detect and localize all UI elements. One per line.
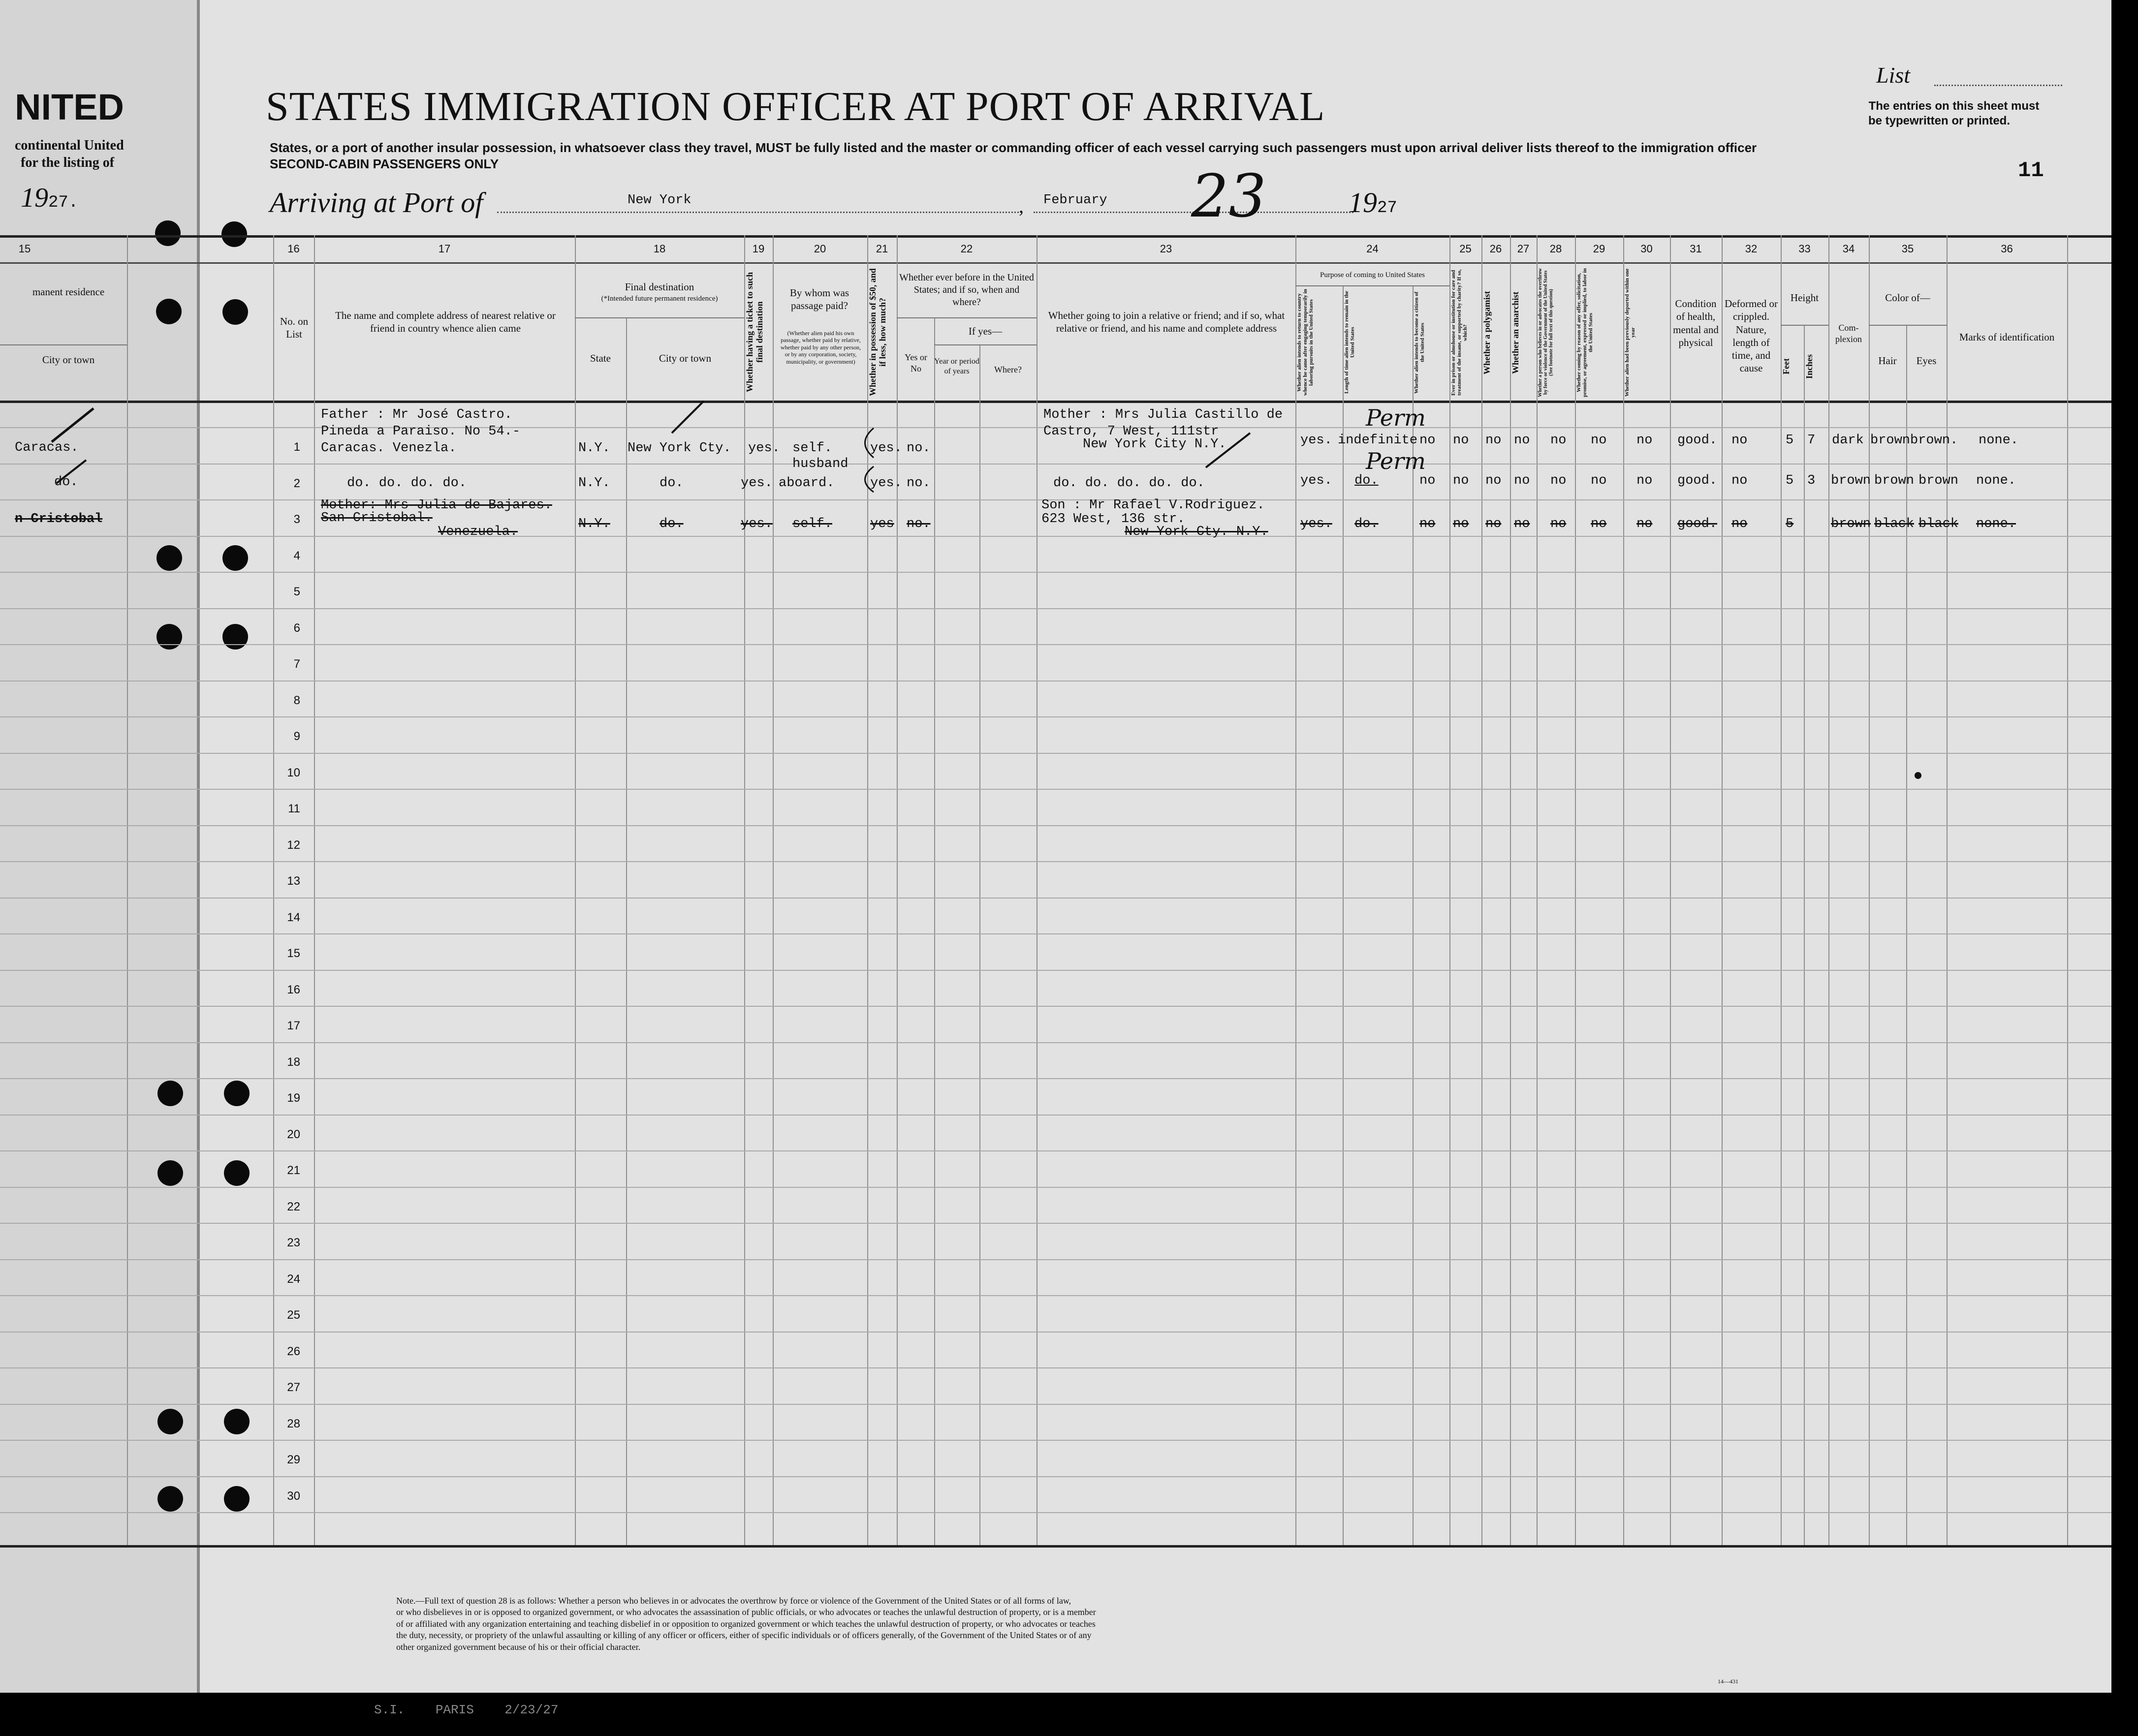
row-number: 25 xyxy=(287,1308,300,1322)
row1-paid-2: husband xyxy=(792,457,849,471)
row-number: 14 xyxy=(287,911,300,924)
column-number: 30 xyxy=(1640,243,1653,255)
row-number: 18 xyxy=(287,1055,300,1069)
ever-before-header: Whether ever before in the United States; and if so, when and where? xyxy=(899,272,1034,308)
row-number: 20 xyxy=(287,1128,300,1141)
column-number: 18 xyxy=(653,243,666,255)
row-number: 17 xyxy=(287,1019,300,1032)
state-header: State xyxy=(590,352,611,364)
col28-header: Whether a person who believes in or advocates the overthrow by force or violence of the Government of the United States (See footnote for full text of this question) xyxy=(1538,268,1554,397)
column-number: 22 xyxy=(960,243,973,255)
row3-paid: self. xyxy=(792,517,833,531)
row-number: 15 xyxy=(287,947,300,960)
dest-city-header: City or town xyxy=(659,352,712,364)
row2-feet: 5 xyxy=(1786,473,1794,488)
row-number: 9 xyxy=(293,730,300,743)
row3-health: good. xyxy=(1677,517,1718,531)
row1-complexion: dark xyxy=(1832,433,1864,448)
row-number: 1 xyxy=(293,440,300,454)
row-number: 12 xyxy=(287,838,300,852)
day-value: 23 xyxy=(1191,162,1266,231)
row2-paid: aboard. xyxy=(779,476,835,491)
permanent-residence-header: manent residence xyxy=(32,286,105,298)
inches-header: Inches xyxy=(1804,354,1814,379)
column-number: 15 xyxy=(18,243,31,255)
row1-c25: no xyxy=(1453,433,1469,448)
footnote-line: Note.—Full text of question 28 is as follows: Whether a person who believes in or advocates the overthrow by force or violence of the Government of the United States or of all forms of law, xyxy=(396,1596,1071,1606)
comma: , xyxy=(1019,195,1024,217)
column-number: 21 xyxy=(876,243,888,255)
footnote-line: other organized government because of his or their official character. xyxy=(396,1642,641,1652)
row3-join-line3: New York Cty. N.Y. xyxy=(1125,525,1268,539)
row3-feet: 5 xyxy=(1786,517,1794,531)
row2-purpose-b: do. xyxy=(1354,473,1379,488)
final-destination-header: Final destination xyxy=(625,281,694,293)
row3-relative-line1: Mother: Mrs Julia de Bajares. xyxy=(321,498,552,513)
column-number: 23 xyxy=(1160,243,1172,255)
col26-header: Whether a polygamist xyxy=(1482,291,1492,374)
nearest-relative-header: The name and complete address of nearest relative or friend in country whence alien came xyxy=(335,310,556,335)
marks-header: Marks of identification xyxy=(1959,331,2055,343)
row1-before: no. xyxy=(907,441,931,456)
passage-paid-note: (Whether alien paid his own passage, whether paid by relative, whether paid by any other person, or by any corporation, society, municipality, or government) xyxy=(780,330,861,365)
row2-c29: no xyxy=(1591,473,1607,488)
row2-health: good. xyxy=(1677,473,1718,488)
row-number: 23 xyxy=(287,1236,300,1249)
row1-dest: New York Cty. xyxy=(628,441,731,456)
row2-state: N.Y. xyxy=(578,476,610,491)
purpose-b-header: Length of time alien intends to remain in the United States xyxy=(1344,291,1356,394)
yes-or-no-header: Yes or No xyxy=(905,352,927,373)
arriving-label: Arriving at Port of xyxy=(270,186,483,218)
row2-ticket: yes. xyxy=(741,476,773,491)
footnote-line: the duty, necessity, or propriety of the unlawful assaulting or killing of any officer or officers, either of specific individuals or of officers generally, of the Government of the United States or of any xyxy=(396,1630,1092,1641)
row1-purpose-a: yes. xyxy=(1300,433,1332,448)
row-number: 4 xyxy=(293,549,300,562)
deformed-header: Deformed or crippled. Nature, length of time, and cause xyxy=(1725,298,1778,374)
row3-state: N.Y. xyxy=(578,517,610,531)
bracket-mark xyxy=(865,428,874,458)
list-label: List xyxy=(1876,62,1911,88)
row3-purpose-b: do. xyxy=(1354,517,1379,531)
month-value: February xyxy=(1043,193,1107,208)
final-destination-note: (*Intended future permanent residence) xyxy=(601,295,718,303)
row1-relative-line2: Pineda a Paraiso. No 54.- xyxy=(321,424,521,439)
row1-paid: self. xyxy=(792,441,833,456)
row-number: 21 xyxy=(287,1164,300,1177)
page-title: STATES IMMIGRATION OFFICER AT PORT OF ARRIVAL xyxy=(266,84,1325,129)
row-number: 22 xyxy=(287,1200,300,1213)
left-heading-fragment: NITED xyxy=(15,87,124,127)
column-number: 28 xyxy=(1549,243,1562,255)
row2-marks: none. xyxy=(1976,473,2016,488)
column-number: 16 xyxy=(287,243,300,255)
column-number: 29 xyxy=(1593,243,1605,255)
row1-c27: no xyxy=(1514,433,1530,448)
tick-mark xyxy=(672,401,704,433)
left-year: 1927. xyxy=(21,183,79,213)
row1-ticket: yes. xyxy=(748,441,780,456)
row-number: 6 xyxy=(293,621,300,635)
row3-c29: no xyxy=(1591,517,1607,531)
row3-deformed: no xyxy=(1731,517,1748,531)
row2-eyes: brown xyxy=(1918,473,1959,488)
row3-hair: black xyxy=(1874,517,1915,531)
row2-inches: 3 xyxy=(1807,473,1816,488)
row3-purpose-c: no xyxy=(1419,517,1436,531)
tick-mark xyxy=(57,460,86,483)
column-number: 26 xyxy=(1489,243,1502,255)
row2-complexion: brown xyxy=(1831,473,1871,488)
row3-c25: no xyxy=(1453,517,1469,531)
row1-purpose-c: no xyxy=(1419,433,1436,448)
purpose-header: Purpose of coming to United States xyxy=(1320,271,1425,279)
complexion-header: Com- plexion xyxy=(1835,323,1862,344)
column-number: 17 xyxy=(438,243,451,255)
passage-paid-header: By whom was passage paid? xyxy=(789,287,849,312)
list-number: 11 xyxy=(2018,158,2044,183)
row-number: 13 xyxy=(287,874,300,888)
row-number: 2 xyxy=(293,477,300,490)
row3-c27: no xyxy=(1514,517,1530,531)
bracket-mark xyxy=(865,466,874,492)
row1-hair-eyes: brownbrown. xyxy=(1870,433,1958,448)
row-number: 3 xyxy=(293,513,300,526)
row3-possession: yes xyxy=(870,517,894,531)
instruction-line: States, or a port of another insular possession, in whatsoever class they travel, MUST be fully listed and the master or commanding officer of each vessel carrying such passengers must upon arrival deliver lists thereof to the immigration officer xyxy=(270,140,1757,155)
row1-join-line1: Mother : Mrs Julia Castillo de xyxy=(1043,407,1283,422)
row-number: 19 xyxy=(287,1091,300,1105)
row1-join-line2: Castro, 7 West, 111str xyxy=(1043,424,1219,439)
col27-header: Whether an anarchist xyxy=(1510,291,1520,374)
row1-state: N.Y. xyxy=(578,441,610,456)
color-of-header: Color of— xyxy=(1885,292,1930,304)
if-yes-header: If yes— xyxy=(968,325,1003,337)
row1-c26: no xyxy=(1485,433,1502,448)
row1-relative-line1: Father : Mr José Castro. xyxy=(321,407,512,422)
row1-c29: no xyxy=(1591,433,1607,448)
tick-mark xyxy=(1206,433,1250,467)
row2-c26: no xyxy=(1485,473,1502,488)
row1-join-line3: New York City N.Y. xyxy=(1083,437,1226,452)
left-text-fragment-1: continental United xyxy=(15,138,124,153)
row3-dest: do. xyxy=(660,517,684,531)
form-number: 14—431 xyxy=(1718,1678,1738,1685)
row1-possession: yes. xyxy=(870,441,902,456)
row3-ticket: yes. xyxy=(741,517,773,531)
row1-c28: no xyxy=(1550,433,1567,448)
row3-purpose-a: yes. xyxy=(1300,517,1332,531)
row3-complexion: brown xyxy=(1831,517,1871,531)
tick-mark xyxy=(52,408,94,442)
column-number: 19 xyxy=(752,243,765,255)
row3-join-line1: Son : Mr Rafael V.Rodriguez. xyxy=(1041,498,1265,513)
row1-purpose-b: indefinite xyxy=(1338,433,1418,448)
eyes-header: Eyes xyxy=(1916,355,1937,367)
row3-c28: no xyxy=(1550,517,1567,531)
row-number: 7 xyxy=(293,657,300,671)
row2-c30: no xyxy=(1636,473,1653,488)
row3-join-line2: 623 West, 136 str. xyxy=(1041,512,1185,527)
where-header: Where? xyxy=(994,365,1022,374)
condition-header: Condition of health, mental and physical xyxy=(1673,298,1719,348)
column-number: 34 xyxy=(1842,243,1855,255)
column-number: 24 xyxy=(1366,243,1379,255)
row-number: 27 xyxy=(287,1381,300,1394)
row3-eyes: black xyxy=(1918,517,1959,531)
entries-note-1: The entries on this sheet must xyxy=(1868,99,2040,113)
row-number: 10 xyxy=(287,766,300,779)
row2-hair: brown xyxy=(1874,473,1915,488)
row2-c25: no xyxy=(1453,473,1469,488)
col29-header: Whether coming by reason of any offer, solicitation, promise, or agreement, expressed or implied, to labor in the United States xyxy=(1576,268,1594,397)
entries-note-2: be typewritten or printed. xyxy=(1868,114,2011,127)
left-text-fragment-2: for the listing of xyxy=(21,155,115,170)
row-number: 24 xyxy=(287,1272,300,1286)
row1-relative-line3: Caracas. Venezla. xyxy=(321,441,457,456)
row2-purpose-a: yes. xyxy=(1300,473,1332,488)
row3-city: n Cristobal xyxy=(15,512,103,527)
row-number: 8 xyxy=(293,694,300,707)
col25-header: Ever in prison or almshouse or institution for care and treatment of the insane, or supported by charity? If so, which? xyxy=(1450,269,1469,396)
row3-relative-line2: San Cristobal. xyxy=(321,511,433,526)
row3-before: no. xyxy=(907,517,931,531)
column-number: 20 xyxy=(814,243,826,255)
row1-city: Caracas. xyxy=(15,440,79,455)
row-number: 11 xyxy=(288,802,300,815)
column-number: 33 xyxy=(1798,243,1811,255)
row3-relative-line3: Venezuela. xyxy=(438,525,518,539)
row2-dest: do. xyxy=(660,476,684,491)
row2-c28: no xyxy=(1550,473,1567,488)
row-number: 30 xyxy=(287,1489,300,1503)
hair-header: Hair xyxy=(1878,355,1897,367)
column-number: 25 xyxy=(1459,243,1472,255)
row2-c27: no xyxy=(1514,473,1530,488)
purpose-a-header: Whether alien intends to return to country whence he came after engaging temporarily in laboring pursuits in the United States xyxy=(1296,289,1315,396)
row2-possession: yes. xyxy=(870,476,902,491)
height-header: Height xyxy=(1790,292,1819,304)
row1-deformed: no xyxy=(1731,433,1748,448)
column-number: 32 xyxy=(1745,243,1758,255)
row3-c30: no xyxy=(1636,517,1653,531)
year-period-header: Year or period of years xyxy=(934,357,979,375)
row2-relative: do. do. do. do. xyxy=(347,476,467,491)
row1-c30: no xyxy=(1636,433,1653,448)
row-number: 16 xyxy=(287,983,300,996)
footnote-line: of or affiliated with any organization entertaining and teaching disbelief in or opposition to organized government or which teaches the unlawful destruction of property, or who advocates or teaches xyxy=(396,1618,1096,1629)
row2-purpose-b-handwritten: Perm xyxy=(1366,448,1426,474)
ticket-header: Whether having a ticket to such final destination xyxy=(745,272,764,393)
no-on-list-header: No. on List xyxy=(280,315,309,341)
row2-city: do. xyxy=(54,475,78,490)
column-number: 36 xyxy=(2001,243,2013,255)
column-number: 35 xyxy=(1901,243,1914,255)
row-number: 29 xyxy=(287,1453,300,1466)
possession-header: Whether in possession of $50, and if less, how much? xyxy=(868,268,887,396)
row-number: 26 xyxy=(287,1345,300,1358)
join-relative-header: Whether going to join a relative or friend; and if so, what relative or friend, and his name and complete address xyxy=(1048,310,1285,335)
row1-purpose-b-handwritten: Perm xyxy=(1366,404,1426,431)
year-label: 1927 xyxy=(1349,186,1397,218)
port-value: New York xyxy=(628,193,692,208)
bottom-stamp: S.I. PARIS 2/23/27 xyxy=(374,1703,559,1717)
row3-c26: no xyxy=(1485,517,1502,531)
row1-inches: 7 xyxy=(1807,433,1816,448)
row-number: 5 xyxy=(293,585,300,598)
row1-feet: 5 xyxy=(1786,433,1794,448)
row2-purpose-c: no xyxy=(1419,473,1436,488)
row3-marks: none. xyxy=(1976,517,2016,531)
row2-join: do. do. do. do. do. xyxy=(1053,476,1205,491)
footnote-line: or who disbelieves in or is opposed to organized government, or who advocates the assassination of public officials, or who advocates or teaches the unlawful destruction of property, or is a member xyxy=(396,1607,1096,1617)
cabin-class-line: SECOND-CABIN PASSENGERS ONLY xyxy=(270,156,499,171)
row-number: 28 xyxy=(287,1417,300,1430)
row2-deformed: no xyxy=(1731,473,1748,488)
column-number: 31 xyxy=(1690,243,1702,255)
row1-marks: none. xyxy=(1979,433,2019,448)
purpose-c-header: Whether alien intends to become a citizen of the United States xyxy=(1414,291,1426,394)
col30-header: Whether alien had been previously deported within one year xyxy=(1624,268,1636,397)
column-number: 27 xyxy=(1517,243,1530,255)
ink-dot xyxy=(1915,772,1921,779)
city-or-town-header: City or town xyxy=(42,354,95,366)
feet-header: Feet xyxy=(1781,358,1791,375)
footnote xyxy=(396,1595,1824,1653)
row1-health: good. xyxy=(1677,433,1718,448)
row2-before: no. xyxy=(907,476,931,491)
